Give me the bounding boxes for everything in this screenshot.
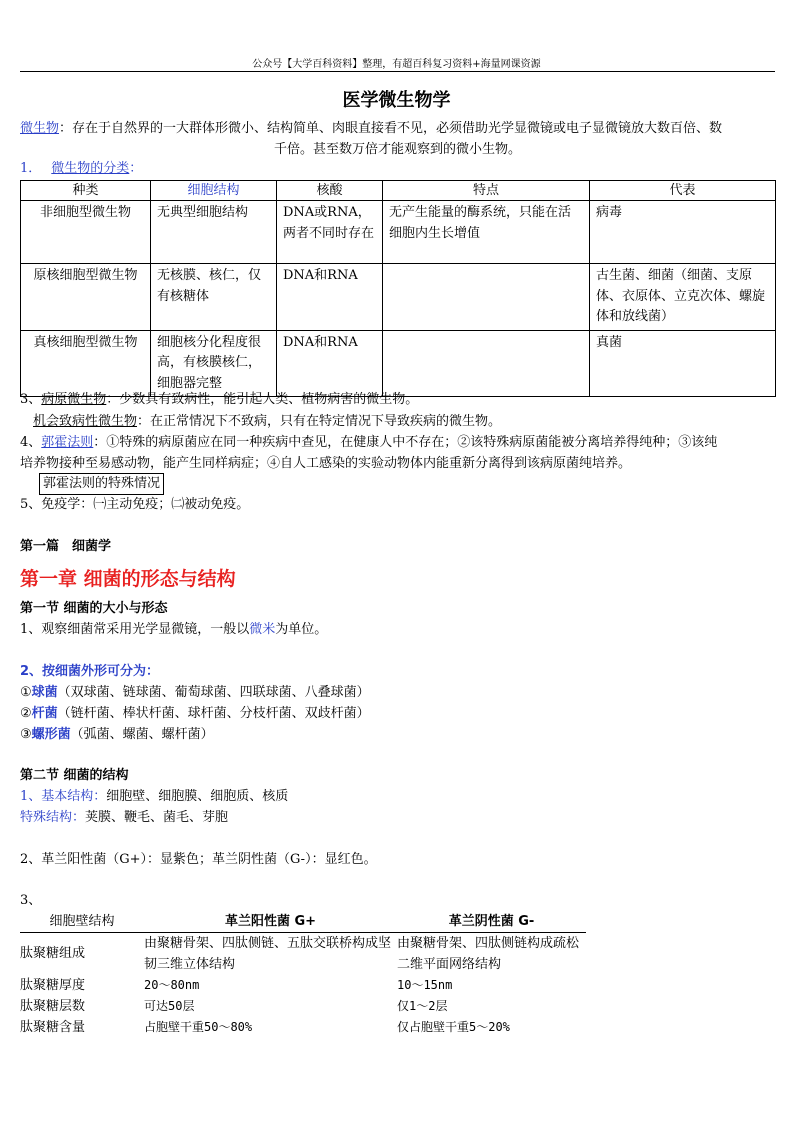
table-row (20, 1017, 586, 1038)
definition-term: 微生物 (20, 121, 60, 136)
header-cell-structure: 细胞结构 (151, 181, 277, 201)
classification-heading (20, 159, 142, 179)
section-2-title: 第二节 细菌的结构 (20, 768, 129, 783)
row-label: 肽聚糖层数 (20, 999, 86, 1014)
definition-line-1: ：存在于自然界的一大群体形微小、结构简单、肉眼直接看不见，必须借助光学显微镜或电子显微镜放大数百倍、数 (59, 121, 723, 136)
shape-heading: 2、按细菌外形可分为： (20, 664, 160, 679)
shape-name: 螺形菌 (31, 727, 71, 742)
shape-item-bacilli (20, 704, 370, 724)
gram-positive-value: 可达50层 (144, 999, 195, 1013)
cell-structure: 无典型细胞结构 (151, 201, 277, 264)
basic-structure-line (20, 787, 288, 807)
koch-special-cases-box: 郭霍法则的特殊情况 (39, 473, 164, 495)
gram-positive-value: 20～80nm (144, 978, 200, 992)
basic-structure-text: 细胞壁、细胞膜、细胞质、核质 (106, 789, 289, 804)
table-row (21, 201, 776, 264)
shape-detail: （弧菌、螺菌、螺杆菌） (70, 727, 214, 742)
header-gram-positive: 革兰阳性菌 G+ (224, 914, 317, 929)
classification-number: 1． (20, 161, 42, 176)
classification-title: 微生物的分类 (51, 161, 130, 176)
table-header-row (20, 911, 586, 933)
cell-features (383, 330, 590, 397)
header-divider (20, 71, 775, 72)
size-text-pre: 1、观察细菌常采用光学显微镜，一般以 (20, 622, 250, 637)
cell-type: 真核细胞型微生物 (21, 330, 151, 397)
section-1-title: 第一节 细菌的大小与形态 (20, 601, 168, 616)
table-header-row (21, 181, 776, 201)
gram-negative-value: 仅占胞壁干重5～20% (397, 1020, 510, 1034)
pathogen-line (20, 390, 418, 410)
koch-line-2: 培养物接种至易感动物，能产生同样病症；④自人工感染的实验动物体内能重新分离得到该病原菌纯培养。 (20, 456, 632, 471)
chapter-title: 第一章 细菌的形态与结构 (20, 568, 236, 590)
cell-type: 原核细胞型微生物 (21, 264, 151, 331)
micrometer-term: 微米 (249, 622, 276, 637)
opportunistic-term: 机会致病性微生物 (33, 414, 138, 429)
definition-paragraph (20, 118, 775, 160)
gram-positive-value: 占胞壁干重50～80% (144, 1020, 253, 1034)
cell-structure: 无核膜、核仁，仅有核糖体 (151, 264, 277, 331)
special-structure-label: 特殊结构： (20, 810, 86, 825)
table-row (20, 996, 586, 1017)
classification-table (20, 180, 776, 397)
cell-representative: 病毒 (590, 201, 776, 264)
koch-term: 郭霍法则 (41, 435, 94, 450)
header-features: 特点 (383, 181, 590, 201)
cell-nucleic-acid: DNA和RNA (277, 330, 383, 397)
row-label: 肽聚糖厚度 (20, 978, 86, 993)
special-structure-text: 荚膜、鞭毛、菌毛、芽胞 (85, 810, 229, 825)
shape-name: 杆菌 (31, 706, 58, 721)
header-cell-wall: 细胞壁结构 (49, 914, 115, 929)
header-gram-negative: 革兰阴性菌 G- (448, 914, 535, 929)
gram-negative-value: 由聚糖骨架、四肽侧链构成疏松二维平面网络结构 (397, 936, 580, 972)
cell-wall-table (20, 911, 586, 1038)
table-row (21, 264, 776, 331)
table-row (20, 933, 586, 976)
size-unit-line (20, 620, 327, 640)
shape-mark: ② (20, 706, 32, 721)
part-title: 第一篇 细菌学 (20, 539, 112, 554)
shape-item-cocci (20, 683, 370, 703)
shape-mark: ③ (20, 727, 32, 742)
pathogen-prefix: 3、 (20, 392, 42, 407)
page-title: 医学微生物学 (342, 90, 451, 111)
basic-structure-label: 1、基本结构： (20, 789, 107, 804)
classification-colon: ： (129, 161, 143, 176)
header-representative: 代表 (590, 181, 776, 201)
immunity-line: 5、免疫学：㈠主动免疫；㈡被动免疫。 (20, 497, 250, 512)
opportunistic-text: ：在正常情况下不致病，只有在特定情况下导致疾病的微生物。 (137, 414, 502, 429)
shape-detail: （链杆菌、棒状杆菌、球杆菌、分枝杆菌、双歧杆菌） (57, 706, 370, 721)
shape-detail: （双球菌、链球菌、葡萄球菌、四联球菌、八叠球菌） (57, 685, 370, 700)
header-type: 种类 (21, 181, 151, 201)
gram-negative-value: 10～15nm (397, 978, 453, 992)
shape-name: 球菌 (31, 685, 58, 700)
cell-features: 无产生能量的酶系统，只能在活细胞内生长增值 (383, 201, 590, 264)
koch-line-1 (20, 433, 717, 453)
gram-positive-value: 由聚糖骨架、四肽侧链、五肽交联桥构成坚韧三维立体结构 (144, 936, 392, 972)
row-label: 肽聚糖组成 (20, 946, 86, 961)
shape-mark: ① (20, 685, 32, 700)
definition-line-2: 千倍。甚至数万倍才能观察到的微小生物。 (273, 142, 521, 157)
cell-nucleic-acid: DNA或RNA，两者不同时存在 (277, 201, 383, 264)
koch-prefix: 4、 (20, 435, 42, 450)
opportunistic-line (33, 412, 501, 432)
table-row (21, 330, 776, 397)
pathogen-text: ：少数具有致病性，能引起人类、植物病害的微生物。 (106, 392, 419, 407)
item-3-label: 3、 (20, 893, 42, 908)
size-text-post: 为单位。 (275, 622, 328, 637)
page-header: 公众号【大学百科资料】整理，有超百科复习资料+海量网课资源 (252, 59, 541, 70)
shape-item-spiral (20, 725, 214, 745)
cell-representative: 真菌 (590, 330, 776, 397)
header-nucleic-acid: 核酸 (277, 181, 383, 201)
cell-features (383, 264, 590, 331)
row-label: 肽聚糖含量 (20, 1020, 86, 1035)
cell-structure: 细胞核分化程度很高，有核膜核仁，细胞器完整 (151, 330, 277, 397)
cell-representative: 古生菌、细菌（细菌、支原体、衣原体、立克次体、螺旋体和放线菌） (590, 264, 776, 331)
table-row (20, 975, 586, 996)
gram-negative-value: 仅1～2层 (397, 999, 448, 1013)
pathogen-term: 病原微生物 (41, 392, 107, 407)
cell-type: 非细胞型微生物 (21, 201, 151, 264)
cell-nucleic-acid: DNA和RNA (277, 264, 383, 331)
koch-text-1: ：①特殊的病原菌应在同一种疾病中查见，在健康人中不存在；②该特殊病原菌能被分离培养得纯种；③该纯 (93, 435, 718, 450)
special-structure-line (20, 808, 228, 828)
gram-stain-line: 2、革兰阳性菌（G+）：显紫色；革兰阴性菌（G-）：显红色。 (20, 852, 377, 867)
